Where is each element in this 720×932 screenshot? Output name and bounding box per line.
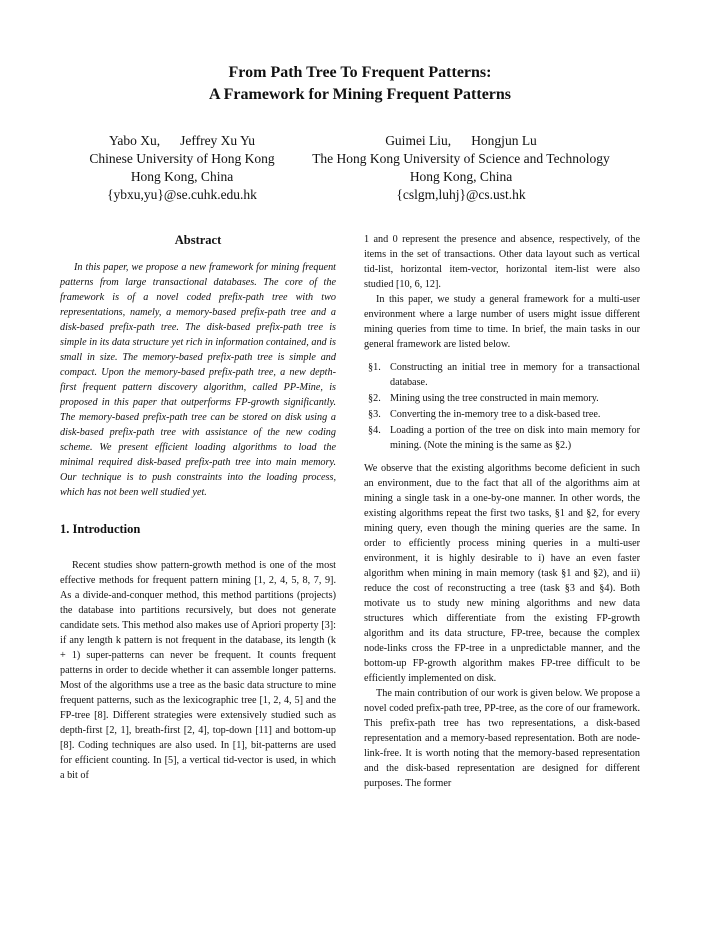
list-item <box>364 391 640 406</box>
task-number: §3. <box>368 409 381 420</box>
abstract-text: In this paper, we propose a new framework for mining frequent patterns from large transactional databases. The core of the framework is of a novel coded prefix-path tree with two representations, namely, a memory-based prefix-path tree and a disk-based prefix-path tree. The disk-based prefix-path tree is simple in its data structure yet rich in information contained, and is small in size. The memory-based prefix-path tree is simple and compact. Upon the memory-based prefix-path tree, a new depth-first frequent pattern discovery algorithm, called PP-Mine, is proposed in this paper that outperforms FP-growth significantly. The memory-based prefix-path tree can be stored on disk using a disk-based prefix-path tree with assistance of the new coding scheme. We present efficient loading algorithms to load the minimal required disk-based prefix-path tree into main memory. Our technique is to push constraints into the loading process, which has not been well studied yet. <box>60 262 336 498</box>
list-item <box>364 360 640 390</box>
title-line-2: A Framework for Mining Frequent Patterns <box>208 86 512 103</box>
abstract-heading: Abstract <box>174 233 222 247</box>
list-item <box>364 423 640 453</box>
author-name: Guimei Liu, <box>385 133 452 148</box>
task-number: §2. <box>368 393 381 404</box>
author-names <box>72 132 292 150</box>
section-heading-introduction: 1. Introduction <box>60 522 141 536</box>
author-name: Yabo Xu, <box>108 133 161 148</box>
task-number: §1. <box>368 362 381 373</box>
author-name: Hongjun Lu <box>471 133 537 148</box>
author-affiliation: The Hong Kong University of Science and Technology <box>312 151 610 166</box>
task-list <box>364 360 640 453</box>
author-name: Jeffrey Xu Yu <box>180 133 256 148</box>
author-group-cuhk <box>72 132 292 204</box>
author-location: Hong Kong, China <box>130 169 234 184</box>
intro-paragraph-2: 1 and 0 represent the presence and absence, respectively, of the items in the set of transactions. Other data layout such as vertical tid-list, horizontal item-vector, horizontal item-list were also studied [10, 6, 12]. <box>364 234 640 290</box>
task-text: Constructing an initial tree in memory for a transactional database. <box>390 362 640 388</box>
intro-paragraph-1: Recent studies show pattern-growth method is one of the most effective methods for frequent pattern mining [1, 2, 4, 5, 8, 7, 9]. As a divide-and-conquer method, this method partitions (projects) the database into partitions recursively, but does not generate candidate sets. This method also makes use of Apriori property [3]: if any length k pattern is not frequent in the database, its length (k + 1) super-patterns can never be frequent. It counts frequent patterns in order to decide whether it can assemble longer patterns. Most of the algorithms use a tree as the basic data structure to mine frequent patterns, such as the lexicographic tree [1, 2, 4, 5] and the FP-tree [8]. Different strategies were extensively studied such as depth-first [2, 1], breath-first [2, 4], top-down [11] and bottom-up [8]. Coding techniques are also used. In [1], bit-patterns are used for efficient counting. In [5], a vertical tid-vector is used, in which a bit of <box>60 560 336 781</box>
intro-paragraph-3: In this paper, we study a general framework for a multi-user environment where a large number of users might issue different mining queries from time to time. In brief, the main tasks in our general framework are listed below. <box>364 294 640 350</box>
author-location: Hong Kong, China <box>409 169 513 184</box>
task-text: Converting the in-memory tree to a disk-based tree. <box>390 409 601 420</box>
paper-title <box>0 62 720 106</box>
task-number: §4. <box>368 425 381 436</box>
intro-paragraph-5: The main contribution of our work is given below. We propose a novel coded prefix-path tree, PP-tree, as the core of our framework. This prefix-path tree has two representations, a disk-based representation and a memory-based representation. Both are node-link-free. It is worth noting that the memory-based representation and the disk-based representation are designed for different purposes. The former <box>364 688 640 789</box>
right-column <box>364 232 640 791</box>
left-column <box>60 232 336 783</box>
list-item <box>364 407 640 422</box>
author-group-hkust <box>296 132 626 204</box>
task-text: Mining using the tree constructed in main memory. <box>390 393 599 404</box>
title-line-1: From Path Tree To Frequent Patterns: <box>228 64 492 81</box>
intro-paragraph-4: We observe that the existing algorithms become deficient in such an environment, due to the fact that all of the algorithms aim at mining a single task in a one-by-one manner. In other words, the existing algorithms repeat the first two tasks, §1 and §2, for every mining query, even though the mining queries are the same. In order to efficiently process mining queries in a multi-user environment, it is highly desirable to i) have an even faster algorithm when mining in main memory (task §1 and §2), and ii) reduce the cost of reconstructing a tree (task §3 and §4). Both motivate us to study new mining algorithms and new data structures which differentiate from the existing FP-growth algorithm and its data structure, FP-tree, because the complex node-links cross the FP-tree in a unpredictable manner, and the bottom-up FP-growth algorithm makes FP-tree difficult to be efficiently implemented on disk. <box>364 463 640 684</box>
author-affiliation: Chinese University of Hong Kong <box>89 151 275 166</box>
author-email: {ybxu,yu}@se.cuhk.edu.hk <box>107 187 257 202</box>
author-email: {cslgm,luhj}@cs.ust.hk <box>396 187 526 202</box>
task-text: Loading a portion of the tree on disk into main memory for mining. (Note the mining is the same as §2.) <box>390 425 640 451</box>
author-names <box>296 132 626 150</box>
